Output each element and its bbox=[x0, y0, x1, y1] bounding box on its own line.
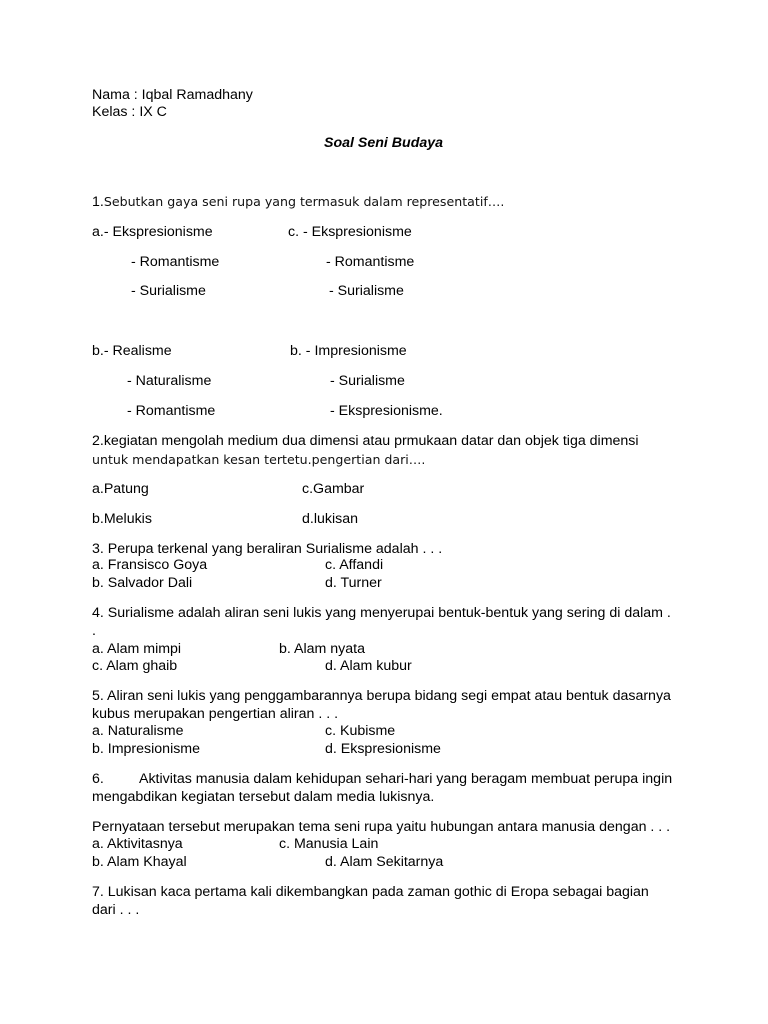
q3-option-a: a. Fransisco Goya bbox=[92, 557, 208, 573]
q2-question-line1: 2.kegiatan mengolah medium dua dimensi atau prmukaan datar dan objek tiga dimensi bbox=[92, 433, 639, 449]
q1-option-b-3: - Romantisme bbox=[127, 403, 216, 419]
student-name: Nama : Iqbal Ramadhany bbox=[92, 87, 253, 103]
q6-option-d: d. Alam Sekitarnya bbox=[325, 854, 444, 870]
q4-question-line1: 4. Surialisme adalah aliran seni lukis yang menyerupai bentuk-bentuk yang sering di dalam . bbox=[92, 605, 671, 621]
q1-option-c-2: - Romantisme bbox=[326, 254, 415, 270]
q1-text: Sebutkan gaya seni rupa yang termasuk dalam representatif…. bbox=[103, 194, 505, 209]
q2-question-line2: untuk mendapatkan kesan tertetu.pengertian dari…. bbox=[92, 452, 426, 467]
q4-option-b: b. Alam nyata bbox=[279, 641, 365, 657]
q2-option-b: b.Melukis bbox=[92, 511, 152, 527]
q1-option-a-3: - Surialisme bbox=[131, 283, 206, 299]
q2-option-c: c.Gambar bbox=[302, 481, 365, 497]
q1-option-b2-3: - Ekspresionisme. bbox=[330, 403, 443, 419]
q5-option-c: c. Kubisme bbox=[325, 723, 396, 739]
q1-option-a-2: - Romantisme bbox=[131, 254, 220, 270]
q1-number: 1. bbox=[92, 194, 104, 210]
page-title: Soal Seni Budaya bbox=[324, 135, 444, 151]
q1-option-a-1: a.- Ekspresionisme bbox=[92, 224, 213, 240]
q6-number: 6. bbox=[92, 771, 104, 787]
q7-question-line2: dari . . . bbox=[92, 902, 140, 918]
q5-question-line2: kubus merupakan pengertian aliran . . . bbox=[92, 706, 339, 722]
student-class: Kelas : IX C bbox=[92, 104, 167, 120]
q2-option-d: d.lukisan bbox=[302, 511, 358, 527]
q1-option-c-3: - Surialisme bbox=[329, 283, 404, 299]
q4-question-line2: . bbox=[92, 623, 96, 639]
q1-question bbox=[92, 193, 504, 211]
q5-option-b: b. Impresionisme bbox=[92, 741, 201, 757]
q5-question-line1: 5. Aliran seni lukis yang penggambarannya berupa bidang segi empat atau bentuk dasarnya bbox=[92, 688, 671, 704]
q6-question-line2: mengabdikan kegiatan tersebut dalam media lukisnya. bbox=[92, 789, 435, 805]
q6-option-b: b. Alam Khayal bbox=[92, 854, 187, 870]
q1-option-b2-2: - Surialisme bbox=[330, 373, 405, 389]
q1-option-b2-1: b. - Impresionisme bbox=[290, 343, 407, 359]
q7-question-line1: 7. Lukisan kaca pertama kali dikembangkan pada zaman gothic di Eropa sebagai bagian bbox=[92, 884, 649, 900]
q3-question: 3. Perupa terkenal yang beraliran Surialisme adalah . . . bbox=[92, 541, 443, 557]
q5-option-d: d. Ekspresionisme bbox=[325, 741, 441, 757]
q4-option-a: a. Alam mimpi bbox=[92, 641, 182, 657]
q1-option-b-1: b.- Realisme bbox=[92, 343, 172, 359]
q3-option-b: b. Salvador Dali bbox=[92, 575, 193, 591]
q3-option-c: c. Affandi bbox=[325, 557, 384, 573]
q6-option-a: a. Aktivitasnya bbox=[92, 836, 183, 852]
q1-option-c-1: c. - Ekspresionisme bbox=[288, 224, 412, 240]
q3-option-d: d. Turner bbox=[325, 575, 382, 591]
q1-option-b-2: - Naturalisme bbox=[127, 373, 212, 389]
q6-question-line1: Aktivitas manusia dalam kehidupan sehari-hari yang beragam membuat perupa ingin bbox=[139, 771, 673, 787]
q6-question-line3: Pernyataan tersebut merupakan tema seni rupa yaitu hubungan antara manusia dengan . . . bbox=[92, 819, 671, 835]
q2-option-a: a.Patung bbox=[92, 481, 149, 497]
q4-option-c: c. Alam ghaib bbox=[92, 658, 178, 674]
q6-option-c: c. Manusia Lain bbox=[279, 836, 379, 852]
q5-option-a: a. Naturalisme bbox=[92, 723, 184, 739]
q4-option-d: d. Alam kubur bbox=[325, 658, 412, 674]
